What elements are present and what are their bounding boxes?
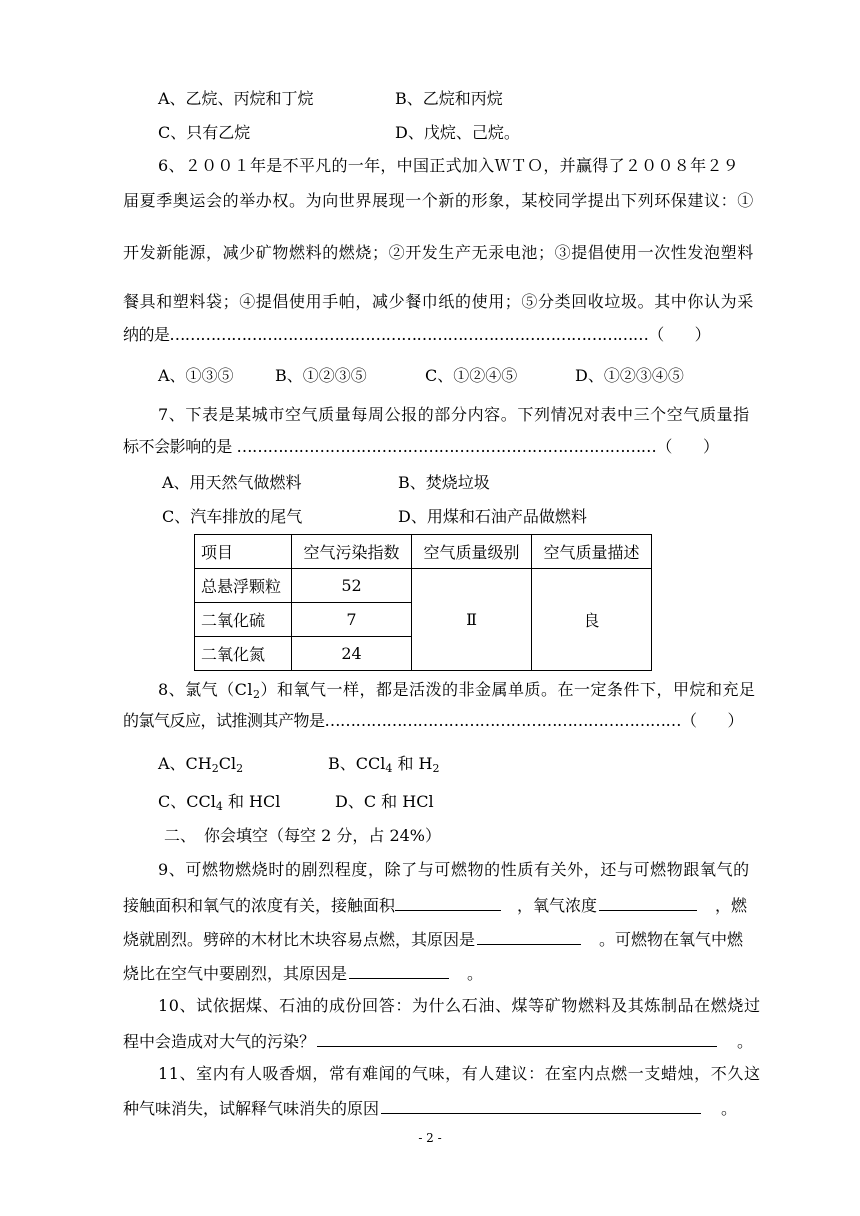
q7-line-1: 7、下表是某城市空气质量每周公报的部分内容。下列情况对表中三个空气质量指 (158, 405, 750, 424)
q11-blank-answer[interactable] (381, 1097, 701, 1114)
q8-option-c (158, 792, 280, 812)
table-cell-level: Ⅱ (412, 569, 532, 671)
q7-option-b: B、焚烧垃圾 (398, 473, 490, 492)
q6-option-d: D、①②③④⑤ (575, 366, 684, 385)
table-cell-item: 总悬浮颗粒 (195, 569, 292, 603)
section-2-title: 二、 你会填空（每空 2 分，占 24%） (164, 826, 442, 845)
table-row (195, 569, 652, 603)
q8-option-b-sub2: 2 (432, 762, 440, 775)
q9-line-2 (123, 894, 747, 916)
q5-option-c: C、只有乙烷 (158, 123, 251, 142)
q6-option-b: B、①②③⑤ (275, 366, 367, 385)
q9-line-2-text-c: ，燃 (715, 896, 748, 915)
q6-line-5: 纳的是…………………………………………………………………………………（ ） (123, 325, 711, 344)
q8-option-b-pre: B、CCl (328, 754, 386, 773)
q10-line-2 (123, 1030, 753, 1052)
q5-option-d: D、戊烷、己烷。 (395, 123, 520, 142)
table-header-cell: 空气质量级别 (412, 535, 532, 569)
page-number: - 2 - (418, 1131, 442, 1145)
q8-line-1-pre: 8、氯气（Cl (158, 680, 254, 699)
q10-line-1: 10、试依据煤、石油的成份回答：为什么石油、煤等矿物燃料及其炼制品在燃烧过 (158, 996, 761, 1015)
q6-line-4: 餐具和塑料袋；④提倡使用手帕，减少餐巾纸的使用；⑤分类回收垃圾。其中你认为采 (123, 292, 754, 311)
q5-option-a: A、乙烷、丙烷和丁烷 (158, 89, 314, 108)
q7-line-2: 标不会影响的是 ………………………………………………………………………（ ） (123, 437, 719, 456)
q6-line-1: 6、２００１年是不平凡的一年，中国正式加入ＷＴＯ，并赢得了２００８年２９ (158, 156, 739, 175)
q8-line-1-sub: 2 (253, 688, 261, 701)
table-header-cell: 空气污染指数 (292, 535, 412, 569)
q9-line-3-text-b: 。可燃物在氧气中燃 (599, 930, 744, 949)
q8-option-b-sub1: 4 (385, 762, 393, 775)
q8-option-c-sub: 4 (215, 800, 223, 813)
q9-line-1: 9、可燃物燃烧时的剧烈程度，除了与可燃物的性质有关外，还与可燃物跟氧气的 (158, 860, 750, 879)
q8-option-a-sub1: 2 (211, 762, 219, 775)
q8-option-c-pre: C、CCl (158, 792, 216, 811)
q6-option-c: C、①②④⑤ (425, 366, 518, 385)
q10-line-2-text-b: 。 (737, 1032, 754, 1051)
q9-line-4-text-b: 。 (467, 964, 484, 983)
table-cell-item: 二氧化氮 (195, 637, 292, 671)
table-header-row (195, 535, 652, 569)
q8-option-a-sub2: 2 (236, 762, 244, 775)
q8-option-c-post: 和 HCl (222, 792, 281, 811)
table-cell-description: 良 (532, 569, 652, 671)
q9-line-3 (123, 928, 743, 950)
q9-line-3-text-a: 烧就剧烈。劈碎的木材比木块容易点燃，其原因是 (123, 930, 476, 949)
q9-blank-oxygen-concentration[interactable] (599, 894, 697, 911)
q8-option-a-pre: A、CH (158, 754, 212, 773)
table-header-cell: 空气质量描述 (532, 535, 652, 569)
q8-option-d: D、C 和 HCl (335, 792, 434, 811)
q7-option-d: D、用煤和石油产品做燃料 (398, 507, 587, 526)
q6-line-2: 届夏季奥运会的举办权。为向世界展现一个新的形象，某校同学提出下列环保建议：① (123, 191, 754, 210)
q6-line-3: 开发新能源，减少矿物燃料的燃烧；②开发生产无汞电池；③提倡使用一次性发泡塑料 (123, 243, 754, 262)
q9-blank-contact-area[interactable] (395, 894, 501, 911)
q8-option-a-mid: Cl (218, 754, 237, 773)
table-cell-index: 7 (292, 603, 412, 637)
q7-option-c: C、汽车排放的尾气 (162, 507, 303, 526)
q8-option-b (328, 754, 440, 774)
q5-option-b: B、乙烷和丙烷 (395, 89, 503, 108)
q9-line-4-text-a: 烧比在空气中要剧烈，其原因是 (123, 964, 348, 983)
q8-line-2: 的氯气反应，试推测其产物是……………………………………………………………（ ） (123, 711, 744, 730)
q11-line-2-text-a: 种气味消失，试解释气味消失的原因 (123, 1099, 380, 1118)
table-header-cell: 项目 (195, 535, 292, 569)
q8-line-1-post: ）和氧气一样，都是活泼的非金属单质。在一定条件下，甲烷和充足 (260, 680, 756, 699)
q9-line-4 (123, 962, 483, 984)
q9-blank-reason-oxygen[interactable] (349, 962, 449, 979)
q7-option-a: A、用天然气做燃料 (162, 473, 302, 492)
q9-blank-reason-wood[interactable] (477, 928, 581, 945)
table-cell-item: 二氧化硫 (195, 603, 292, 637)
q8-line-1 (158, 680, 756, 700)
table-cell-index: 52 (292, 569, 412, 603)
q11-line-2-text-b: 。 (721, 1099, 738, 1118)
q11-line-2 (123, 1097, 737, 1119)
air-quality-table (194, 534, 652, 671)
q6-option-a: A、①③⑤ (158, 366, 234, 385)
q10-line-2-text-a: 程中会造成对大气的污染？ (123, 1032, 316, 1051)
q8-option-a (158, 754, 243, 774)
q9-line-2-text-a: 接触面积和氧气的浓度有关，接触面积 (123, 896, 396, 915)
q11-line-1: 11、室内有人吸香烟，常有难闻的气味，有人建议：在室内点燃一支蜡烛，不久这 (158, 1064, 761, 1083)
q9-line-2-text-b: ，氧气浓度 (517, 896, 598, 915)
q8-option-b-mid: 和 H (392, 754, 433, 773)
q10-blank-answer[interactable] (317, 1030, 717, 1047)
table-cell-index: 24 (292, 637, 412, 671)
